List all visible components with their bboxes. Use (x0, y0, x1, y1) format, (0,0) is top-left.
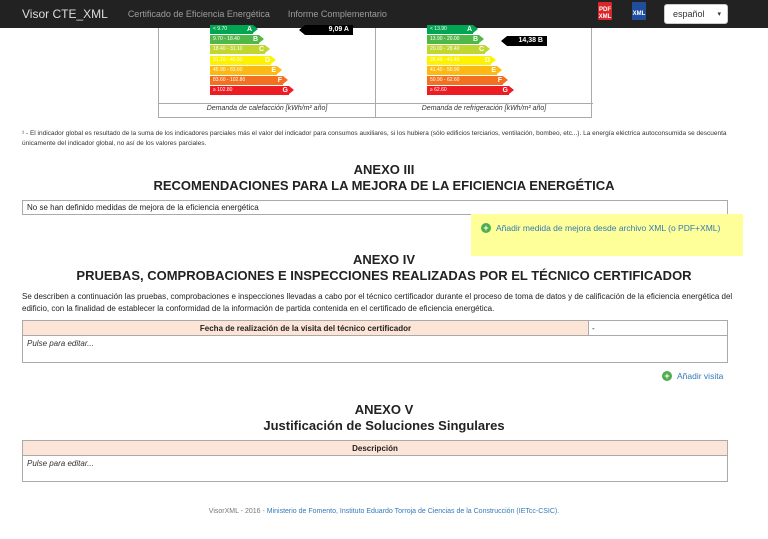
cooling-bar-label: 28.40 - 41.40 (430, 56, 460, 63)
xml-download-icon[interactable] (630, 2, 648, 26)
cooling-bar-label: < 13.90 (430, 26, 447, 32)
annex4-subtitle: PRUEBAS, COMPROBACIONES E INSPECCIONES REALIZADAS POR EL TÉCNICO CERTIFICADOR (76, 268, 692, 283)
heating-bar-label: ≥ 102.80 (213, 87, 233, 94)
add-measure-highlight (471, 214, 743, 256)
heating-bar-letter: A (246, 26, 252, 33)
annex4-title: ANEXO IV (352, 252, 416, 267)
description-edit-field[interactable]: Pulse para editar... (27, 459, 94, 468)
footer-prefix: VisorXML - 2016 - (208, 508, 267, 515)
annex3-subtitle: RECOMENDACIONES PARA LA MEJORA DE LA EFICIENCIA ENERGÉTICA (153, 178, 615, 193)
improvement-measures-table: No se han definido medidas de mejora de la eficiencia energética (22, 200, 728, 215)
footer (0, 508, 768, 515)
cooling-bar-g (427, 86, 509, 95)
heating-rating-marker: 9,09 A (305, 25, 353, 35)
heating-bar-letter: G (282, 87, 288, 95)
add-visit-label: Añadir visita (677, 371, 724, 381)
cooling-rating-marker: 14,38 B (507, 36, 547, 46)
description-header: Descripción (23, 441, 727, 456)
heating-bar-letter: F (277, 77, 282, 84)
cooling-bar-e (427, 66, 497, 75)
heating-bar-c (210, 45, 265, 54)
cooling-bar-letter: E (491, 66, 496, 74)
heating-bar-b (210, 35, 259, 44)
heating-bar-label: 45.90 - 83.60 (213, 66, 243, 73)
heating-bar-letter: C (258, 46, 264, 54)
visits-table (22, 320, 728, 363)
add-measure-button[interactable] (481, 223, 720, 233)
singular-solutions-table (22, 440, 728, 482)
cooling-bar-a (427, 25, 473, 34)
chart-footer-line (159, 103, 593, 104)
heating-bar-label: 9.70 - 18.40 (213, 36, 240, 43)
nav-informe-link[interactable]: Informe Complementario (287, 9, 387, 19)
visit-date-header: Fecha de realización de la visita del técnico certificador (23, 321, 589, 336)
cooling-bar-letter: D (484, 56, 490, 64)
cooling-bar-label: 50.90 - 62.60 (430, 77, 460, 83)
cooling-caption: Demanda de refrigeración [kWh/m² año] (421, 105, 547, 112)
cooling-bar-label: 41.40 - 50.90 (430, 66, 460, 73)
heating-bar-d (210, 56, 271, 65)
xml-label: XML (632, 11, 646, 17)
navbar-right (596, 0, 728, 28)
brand-link[interactable]: Visor CTE_XML (22, 7, 108, 21)
visit-edit-field[interactable]: Pulse para editar... (27, 339, 94, 348)
plus-circle-icon: + (662, 371, 672, 381)
heating-bar-g (210, 86, 289, 95)
cooling-bar-d (427, 56, 491, 65)
add-measure-label: Añadir medida de mejora desde archivo XML (o PDF+XML) (496, 223, 721, 233)
heating-bar-label: 18.40 - 31.10 (213, 46, 243, 53)
heating-bar-label: 31.10 - 45.90 (213, 56, 243, 63)
cooling-bar-c (427, 45, 485, 54)
heating-bar-f (210, 76, 283, 85)
cooling-bar-letter: B (472, 36, 478, 44)
plus-circle-icon: + (481, 223, 491, 233)
footer-ministry-link[interactable]: Ministerio de Fomento, Instituto Eduardo Torroja de Ciencias de la Construcción (IETcc-CSIC) (266, 508, 558, 515)
annex5-subtitle: Justificación de Soluciones Singulares (263, 418, 505, 433)
cooling-bar-letter: G (502, 87, 508, 95)
heating-bar-label: < 9.70 (213, 26, 228, 32)
cooling-bar-letter: F (497, 77, 502, 84)
cooling-bar-label: ≥ 62.60 (430, 87, 447, 94)
pdf-xml-label: PDF XML (598, 7, 612, 20)
language-select[interactable] (664, 4, 728, 24)
footer-suffix: . (557, 508, 560, 515)
heating-bar-letter: D (264, 56, 270, 64)
cooling-bar-letter: C (478, 46, 484, 54)
heating-bar-letter: B (252, 36, 258, 44)
add-visit-button[interactable] (662, 371, 723, 381)
cooling-bar-label: 13.90 - 20.00 (430, 36, 460, 43)
cooling-bar-letter: A (466, 26, 472, 33)
annex3-title: ANEXO III (353, 162, 415, 177)
cooling-bar-f (427, 76, 503, 85)
pdf-xml-download-icon[interactable] (596, 2, 614, 26)
visit-date-value: - (589, 321, 727, 336)
heating-bar-e (210, 66, 277, 75)
annex4-description: Se describen a continuación las pruebas, comprobaciones e inspecciones llevadas a cabo por el técnico certificador durante el proceso de toma de datos y de calificación de la eficiencia energética del edificio, con la finalidad de establecer la conformidad de la información de partida contenida en el certificado de eficiencia energética. (22, 292, 733, 313)
cooling-bar-label: 20.00 - 28.40 (430, 46, 460, 53)
heating-bar-label: 83.60 - 102.80 (213, 77, 246, 83)
annex5-title: ANEXO V (354, 402, 414, 417)
chevron-down-icon: ▾ (717, 11, 721, 18)
nav-certificado-link[interactable]: Certificado de Eficiencia Energética (127, 9, 270, 19)
heating-bar-letter: E (271, 66, 276, 74)
language-select-value: español (673, 9, 705, 19)
cooling-bar-b (427, 35, 479, 44)
heating-bar-a (210, 25, 253, 34)
heating-caption: Demanda de calefacción [kWh/m² año] (206, 105, 328, 112)
navbar (0, 0, 768, 28)
rating-charts-table (158, 28, 592, 118)
footnote: ¹ - El indicador global es resultado de la suma de los indicadores parciales más el valor del indicador para consumos auxiliares, si los hubiera (sólo edificios terciarios, ventilación, bombeo, etc...). La energía eléctrica autoconsumida se descuenta únicamente del indicador global, no así de los valores parciales. (22, 130, 727, 147)
